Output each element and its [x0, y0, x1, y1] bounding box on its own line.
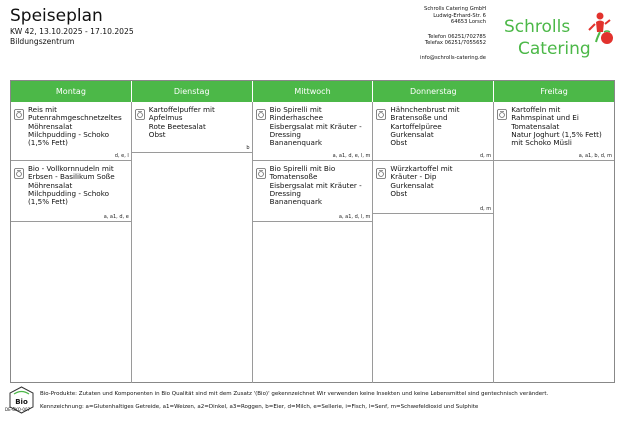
- allergen-codes: d, m: [479, 206, 492, 212]
- company-email[interactable]: info@schrolls-catering.de: [420, 54, 486, 61]
- allergen-codes: d, m: [479, 153, 492, 159]
- allergen-codes: b: [246, 145, 250, 151]
- day-header-dienstag: Dienstag: [132, 81, 253, 102]
- meal-text: Reis mit Putenrahmgeschnetzeltes Möhrensalat Milchpudding - Schoko (1,5% Fett): [28, 105, 122, 148]
- day-header-freitag: Freitag: [540, 87, 568, 96]
- dish-icon: [497, 109, 507, 120]
- eco-control-code: DE-ÖKO-007: [5, 407, 31, 412]
- allergen-codes: a, a1, d, l, m: [338, 214, 371, 220]
- allergen-codes: a, a1, b, d, m: [578, 153, 612, 159]
- company-city: 64653 Lorsch: [450, 19, 486, 26]
- week-range: KW 42, 13.10.2025 - 17.10.2025: [10, 27, 134, 36]
- allergen-codes: d, e, l: [114, 153, 129, 159]
- dish-icon: [256, 109, 266, 120]
- allergen-codes: a, a1, d, e, l, m: [332, 153, 371, 159]
- dish-icon: [256, 168, 266, 179]
- dish-icon: [376, 109, 386, 120]
- day-column-montag: [11, 102, 132, 383]
- meal-entry: [11, 102, 131, 161]
- tomato-icon: [601, 31, 613, 44]
- company-name: Schrolls Catering GmbH: [424, 6, 486, 12]
- allergen-codes: a, a1, d, e: [103, 214, 129, 220]
- bio-seal-label: Bio: [15, 398, 28, 406]
- day-header-donnerstag: Donnerstag: [373, 81, 494, 102]
- day-column-dienstag: [132, 102, 253, 383]
- dish-icon: [135, 109, 145, 120]
- meal-text: Kartoffeln mit Rahmspinat und Ei Tomatensalat Natur Joghurt (1,5% Fett) mit Schoko Müsli: [511, 105, 602, 148]
- meal-text: Würzkartoffel mit Kräuter - Dip Gurkensalat Obst: [390, 164, 453, 198]
- schrolls-catering-logo: [500, 8, 618, 62]
- dish-icon: [14, 109, 24, 120]
- meal-entry: [494, 102, 614, 161]
- meal-text: Bio Spirelli mit Bio Tomatensoße Eisbergsalat mit Kräuter - Dressing Bananenquark: [269, 164, 362, 207]
- meal-text: Kartoffelpuffer mit Apfelmus Rote Beetesalat Obst: [148, 105, 215, 139]
- day-column-mittwoch: [253, 102, 374, 383]
- meal-entry: [253, 102, 373, 161]
- day-column-donnerstag: [373, 102, 494, 383]
- meal-entry: [11, 161, 131, 222]
- day-header-montag: Montag: [11, 81, 132, 102]
- company-street: Ludwig-Erhard-Str. 6: [433, 12, 486, 19]
- meal-entry: [373, 102, 493, 161]
- logo-word-catering: Catering: [518, 39, 591, 59]
- meal-plan-table: [10, 80, 615, 383]
- meal-entry: [373, 161, 493, 214]
- company-fax: Telefax 06251/7055652: [424, 40, 486, 47]
- meal-text: Bio Spirelli mit Rinderhaschee Eisbergsalat mit Kräuter - Dressing Bananenquark: [269, 105, 362, 148]
- dish-icon: [14, 168, 24, 179]
- dish-icon: [376, 168, 386, 179]
- allergen-legend: Kennzeichnung: a=Glutenhaltiges Getreide, a1=Weizen, a2=Dinkel, a3=Roggen, b=Eier, d=Milch, e=Sellerie, i=Fisch, l=Senf, m=Schwefeldioxid und Sulphite: [40, 404, 479, 410]
- week-info: [10, 27, 134, 47]
- meal-text: Bio - Vollkornnudeln mit Erbsen - Basilikum Soße Möhrensalat Milchpudding - Schoko (1,5% Fett): [28, 164, 115, 207]
- bio-note: Bio-Produkte: Zutaten und Komponenten in Bio Qualität sind mit dem Zusatz '(Bio)' gekennzeichnet Wir verwenden keine Insekten und keine Lebensmittel sind gentechnisch verändert.: [40, 391, 549, 397]
- company-phone: Telefon 06251/702785: [427, 33, 486, 40]
- meal-text: Hähnchenbrust mit Bratensoße und Kartoffelpüree Gurkensalat Obst: [390, 105, 460, 148]
- meal-entry: [132, 102, 252, 153]
- location: Bildungszentrum: [10, 37, 75, 46]
- page-title: Speiseplan: [10, 6, 103, 26]
- weekday-header-row: [11, 81, 614, 102]
- meal-entry: [253, 161, 373, 222]
- day-header-mittwoch: Mittwoch: [253, 81, 374, 102]
- logo-word-schrolls: Schrolls: [504, 17, 571, 37]
- day-column-freitag: [494, 102, 614, 383]
- company-address: [388, 6, 486, 62]
